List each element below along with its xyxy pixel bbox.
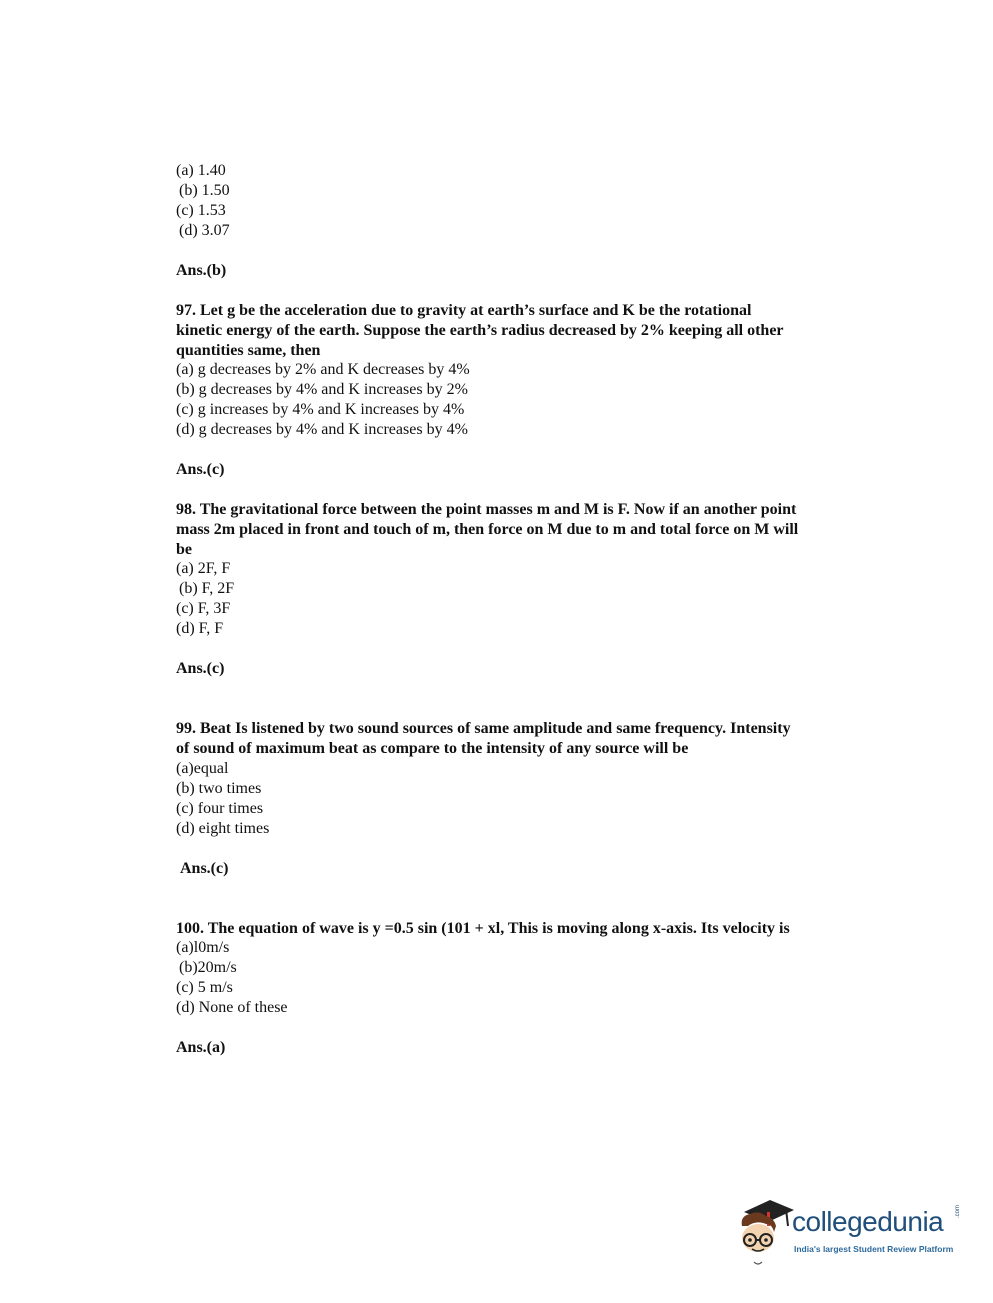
mascot-icon <box>736 1196 796 1268</box>
q99-option-b: (b) two times <box>176 780 262 797</box>
q100-answer: Ans.(a) <box>176 1039 226 1056</box>
q97-option-c: (c) g increases by 4% and K increases by 4% <box>176 401 465 418</box>
q100-option-c: (c) 5 m/s <box>176 979 233 996</box>
q100-option-d: (d) None of these <box>176 999 288 1016</box>
q99-option-d: (d) eight times <box>176 820 270 837</box>
q98-stem-line-3: be <box>176 541 192 558</box>
q98-option-b: (b) F, 2F <box>179 580 235 597</box>
q97-option-b: (b) g decreases by 4% and K increases by 2% <box>176 381 468 398</box>
q96-option-b: (b) 1.50 <box>179 182 230 199</box>
collegedunia-logo <box>736 1196 966 1268</box>
q99-option-a: (a)equal <box>176 760 229 777</box>
q98-option-d: (d) F, F <box>176 620 224 637</box>
q97-option-d: (d) g decreases by 4% and K increases by 4% <box>176 421 468 438</box>
q99-answer: Ans.(c) <box>180 860 229 877</box>
q96-option-d: (d) 3.07 <box>179 222 230 239</box>
logo-wordmark: collegedunia <box>792 1206 944 1237</box>
q97-stem-line-1: 97. Let g be the acceleration due to gravity at earth’s surface and K be the rotational <box>176 302 752 319</box>
q100-stem-line-1: 100. The equation of wave is y =0.5 sin (101 + xl, This is moving along x-axis. Its velocity is <box>176 920 790 937</box>
q97-answer: Ans.(c) <box>176 461 225 478</box>
logo-domain-suffix: .com <box>955 1204 961 1218</box>
q98-stem-line-2: mass 2m placed in front and touch of m, then force on M due to m and total force on M will <box>176 521 799 538</box>
q99-stem-line-1: 99. Beat Is listened by two sound sources of same amplitude and same frequency. Intensity <box>176 720 791 737</box>
q98-answer: Ans.(c) <box>176 660 225 677</box>
q100-option-b: (b)20m/s <box>179 959 237 976</box>
q98-option-c: (c) F, 3F <box>176 600 231 617</box>
q97-stem-line-2: kinetic energy of the earth. Suppose the earth’s radius decreased by 2% keeping all other <box>176 322 784 339</box>
q99-stem-line-2: of sound of maximum beat as compare to the intensity of any source will be <box>176 740 689 757</box>
q96-option-c: (c) 1.53 <box>176 202 226 219</box>
q98-option-a: (a) 2F, F <box>176 560 231 577</box>
q97-stem-line-3: quantities same, then <box>176 342 321 359</box>
q98-stem-line-1: 98. The gravitational force between the point masses m and M is F. Now if an another point <box>176 501 797 518</box>
q96-option-a: (a) 1.40 <box>176 162 226 179</box>
q100-option-a: (a)l0m/s <box>176 939 230 956</box>
q97-option-a: (a) g decreases by 2% and K decreases by 4% <box>176 361 470 378</box>
logo-tagline: India's largest Student Review Platform <box>794 1244 954 1254</box>
q96-answer: Ans.(b) <box>176 262 227 279</box>
q99-option-c: (c) four times <box>176 800 264 817</box>
